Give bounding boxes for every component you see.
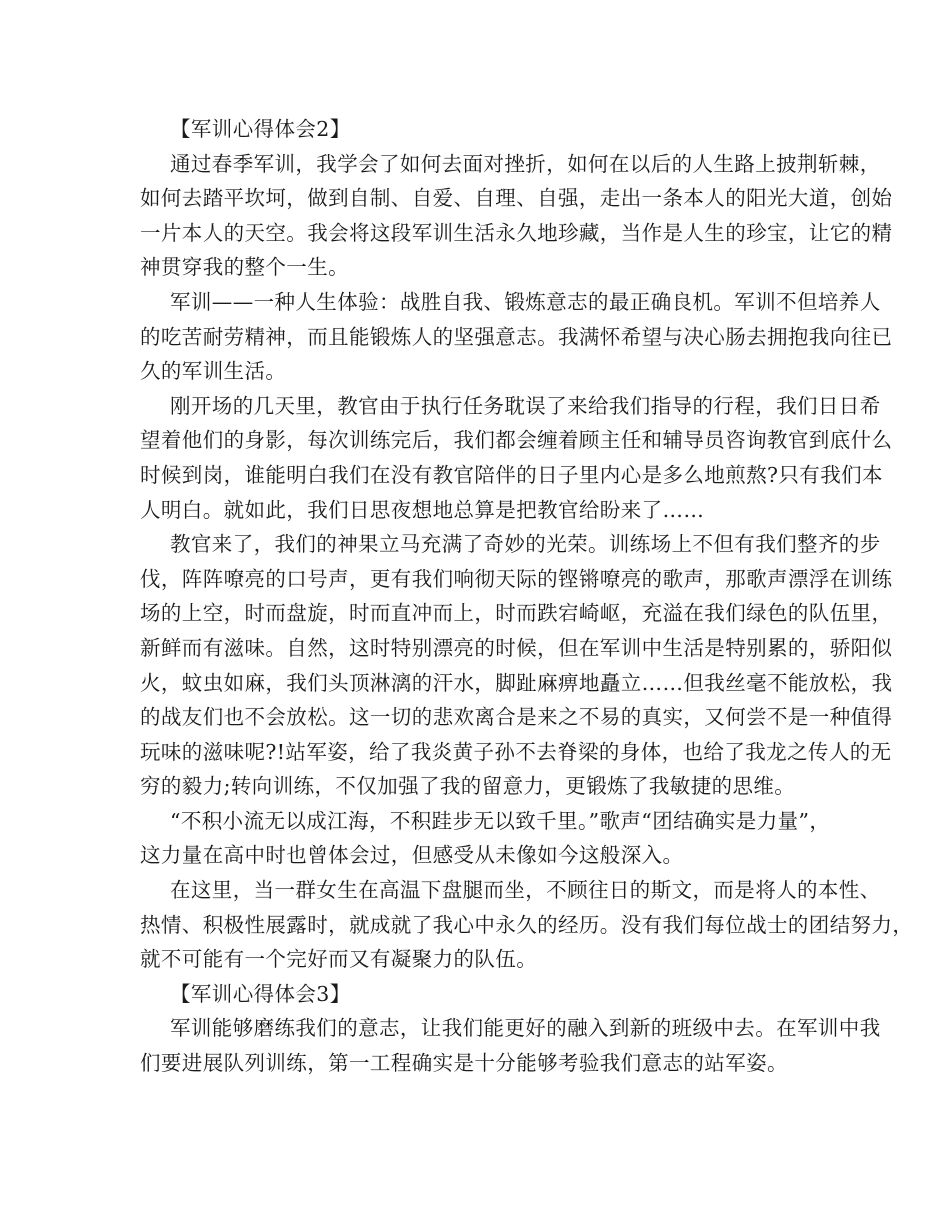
paragraph-line: 军训——一种人生体验：战胜自我、锻炼意志的最正确良机。军训不但培养人: [170, 289, 881, 314]
paragraph-line: 通过春季军训，我学会了如何去面对挫折，如何在以后的人生路上披荆斩棘，: [170, 151, 881, 176]
paragraph-line: 就不可能有一个完好而又有凝聚力的队伍。: [140, 947, 538, 972]
paragraph-line: 人明白。就如此，我们日思夜想地总算是把教官给盼来了……: [140, 497, 705, 522]
paragraph-line: 火，蚊虫如麻，我们头顶淋漓的汗水，脚趾麻痹地矗立……但我丝毫不能放松，我: [140, 670, 893, 695]
paragraph-line: 新鲜而有滋味。自然，这时特别漂亮的时候，但在军训中生活是特别累的，骄阳似: [140, 635, 893, 660]
section-heading: 【军训心得体会3】: [170, 981, 351, 1006]
paragraph-line: 穷的毅力;转向训练，不仅加强了我的留意力，更锻炼了我敏捷的思维。: [140, 774, 796, 799]
paragraph-line: 玩味的滋味呢?!站军姿，给了我炎黄子孙不去脊梁的身体，也给了我龙之传人的无: [140, 739, 892, 764]
paragraph-line: 望着他们的身影，每次训练完后，我们都会缠着顾主任和辅导员咨询教官到底什么: [140, 428, 893, 453]
paragraph-line: 教官来了，我们的神果立马充满了奇妙的光荣。训练场上不但有我们整齐的步: [170, 532, 881, 557]
section-heading: 【军训心得体会2】: [170, 117, 351, 141]
paragraph-line: 热情、积极性展露时，就成就了我心中永久的经历。没有我们每位战士的团结努力，: [140, 912, 914, 937]
paragraph-line: 时候到岗，谁能明白我们在没有教官陪伴的日子里内心是多么地煎熬?只有我们本: [140, 462, 883, 487]
paragraph-line: 久的军训生活。: [140, 359, 287, 384]
paragraph-line: 伐，阵阵嘹亮的口号声，更有我们响彻天际的铿锵嘹亮的歌声，那歌声漂浮在训练: [140, 566, 893, 591]
paragraph-line: 的战友们也不会放松。这一切的悲欢离合是来之不易的真实，又何尝不是一种值得: [140, 705, 893, 730]
paragraph-line: 刚开场的几天里，教官由于执行任务耽误了来给我们指导的行程，我们日日希: [170, 393, 881, 418]
paragraph-line: 神贯穿我的整个一生。: [140, 255, 349, 280]
paragraph-line: 军训能够磨练我们的意志，让我们能更好的融入到新的班级中去。在军训中我: [170, 1016, 881, 1041]
paragraph-line: 的吃苦耐劳精神，而且能锻炼人的坚强意志。我满怀希望与决心肠去拥抱我向往已: [140, 324, 893, 349]
paragraph-line: 这力量在高中时也曾体会过，但感受从未像如今这般深入。: [140, 843, 684, 868]
paragraph-line: 如何去踏平坎坷，做到自制、自爱、自理、自强，走出一条本人的阳光大道，创始: [140, 186, 893, 211]
paragraph-line: 在这里，当一群女生在高温下盘腿而坐，不顾往日的斯文，而是将人的本性、: [170, 878, 881, 903]
paragraph-line: “不积小流无以成江海，不积跬步无以致千里。”歌声“团结确实是力量”，: [170, 808, 831, 833]
paragraph-line: 们要进展队列训练，第一工程确实是十分能够考验我们意志的站军姿。: [140, 1051, 788, 1076]
paragraph-line: 一片本人的天空。我会将这段军训生活永久地珍藏，当作是人生的珍宝，让它的精: [140, 220, 893, 245]
paragraph-line: 场的上空，时而盘旋，时而直冲而上，时而跌宕崎岖，充溢在我们绿色的队伍里，: [140, 601, 893, 626]
document-body: [140, 112, 914, 1081]
